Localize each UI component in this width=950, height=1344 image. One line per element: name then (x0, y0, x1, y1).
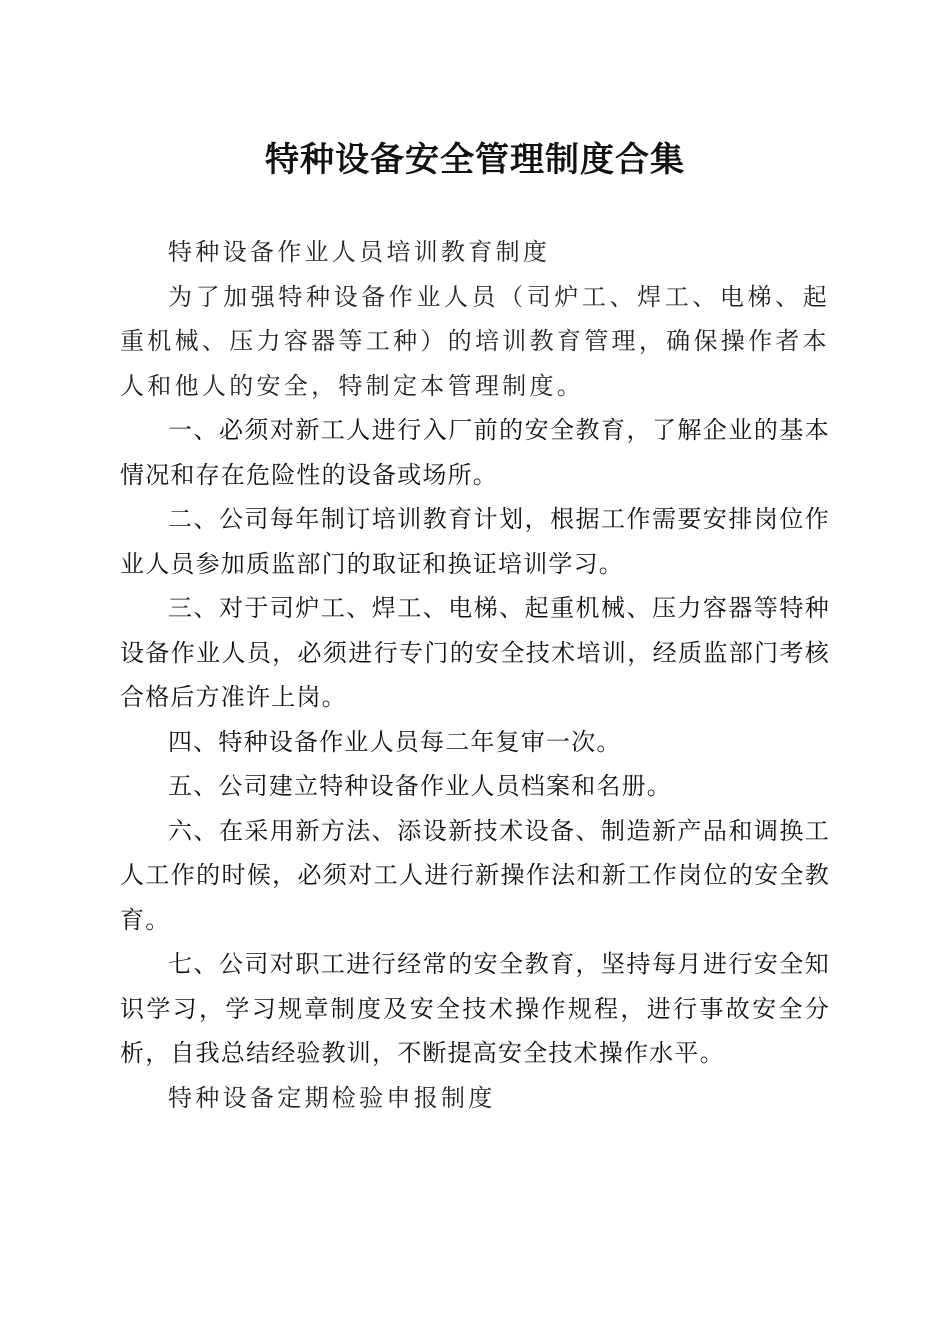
document-body (120, 230, 830, 1120)
rule-item-4: 四、特种设备作业人员每二年复审一次。 (168, 727, 622, 756)
intro-paragraph: 为了加强特种设备作业人员（司炉工、焊工、电梯、起重机械、压力容器等工种）的培训教育管理，确保操作者本人和他人的安全，特制定本管理制度。 (120, 282, 830, 400)
rule-item-1: 一、必须对新工人进行入厂前的安全教育，了解企业的基本情况和存在危险性的设备或场所。 (120, 416, 830, 489)
rule-item-2: 二、公司每年制订培训教育计划，根据工作需要安排岗位作业人员参加质监部门的取证和换证培训学习。 (120, 505, 830, 578)
rule-item-3: 三、对于司炉工、焊工、电梯、起重机械、压力容器等特种设备作业人员，必须进行专门的安全技术培训，经质监部门考核合格后方准许上岗。 (120, 594, 830, 711)
rule-item-5: 五、公司建立特种设备作业人员档案和名册。 (168, 772, 672, 800)
page-title: 特种设备安全管理制度合集 (265, 140, 685, 180)
section-heading-inspection: 特种设备定期检验申报制度 (168, 1083, 496, 1112)
rule-item-6: 六、在采用新方法、添设新技术设备、制造新产品和调换工人工作的时候，必须对工人进行新操作法和新工作岗位的安全教育。 (120, 816, 830, 934)
rule-item-7: 七、公司对职工进行经常的安全教育，坚持每月进行安全知识学习，学习规章制度及安全技术操作规程，进行事故安全分析，自我总结经验教训，不断提高安全技术操作水平。 (120, 950, 830, 1067)
section-heading-training: 特种设备作业人员培训教育制度 (168, 238, 551, 266)
